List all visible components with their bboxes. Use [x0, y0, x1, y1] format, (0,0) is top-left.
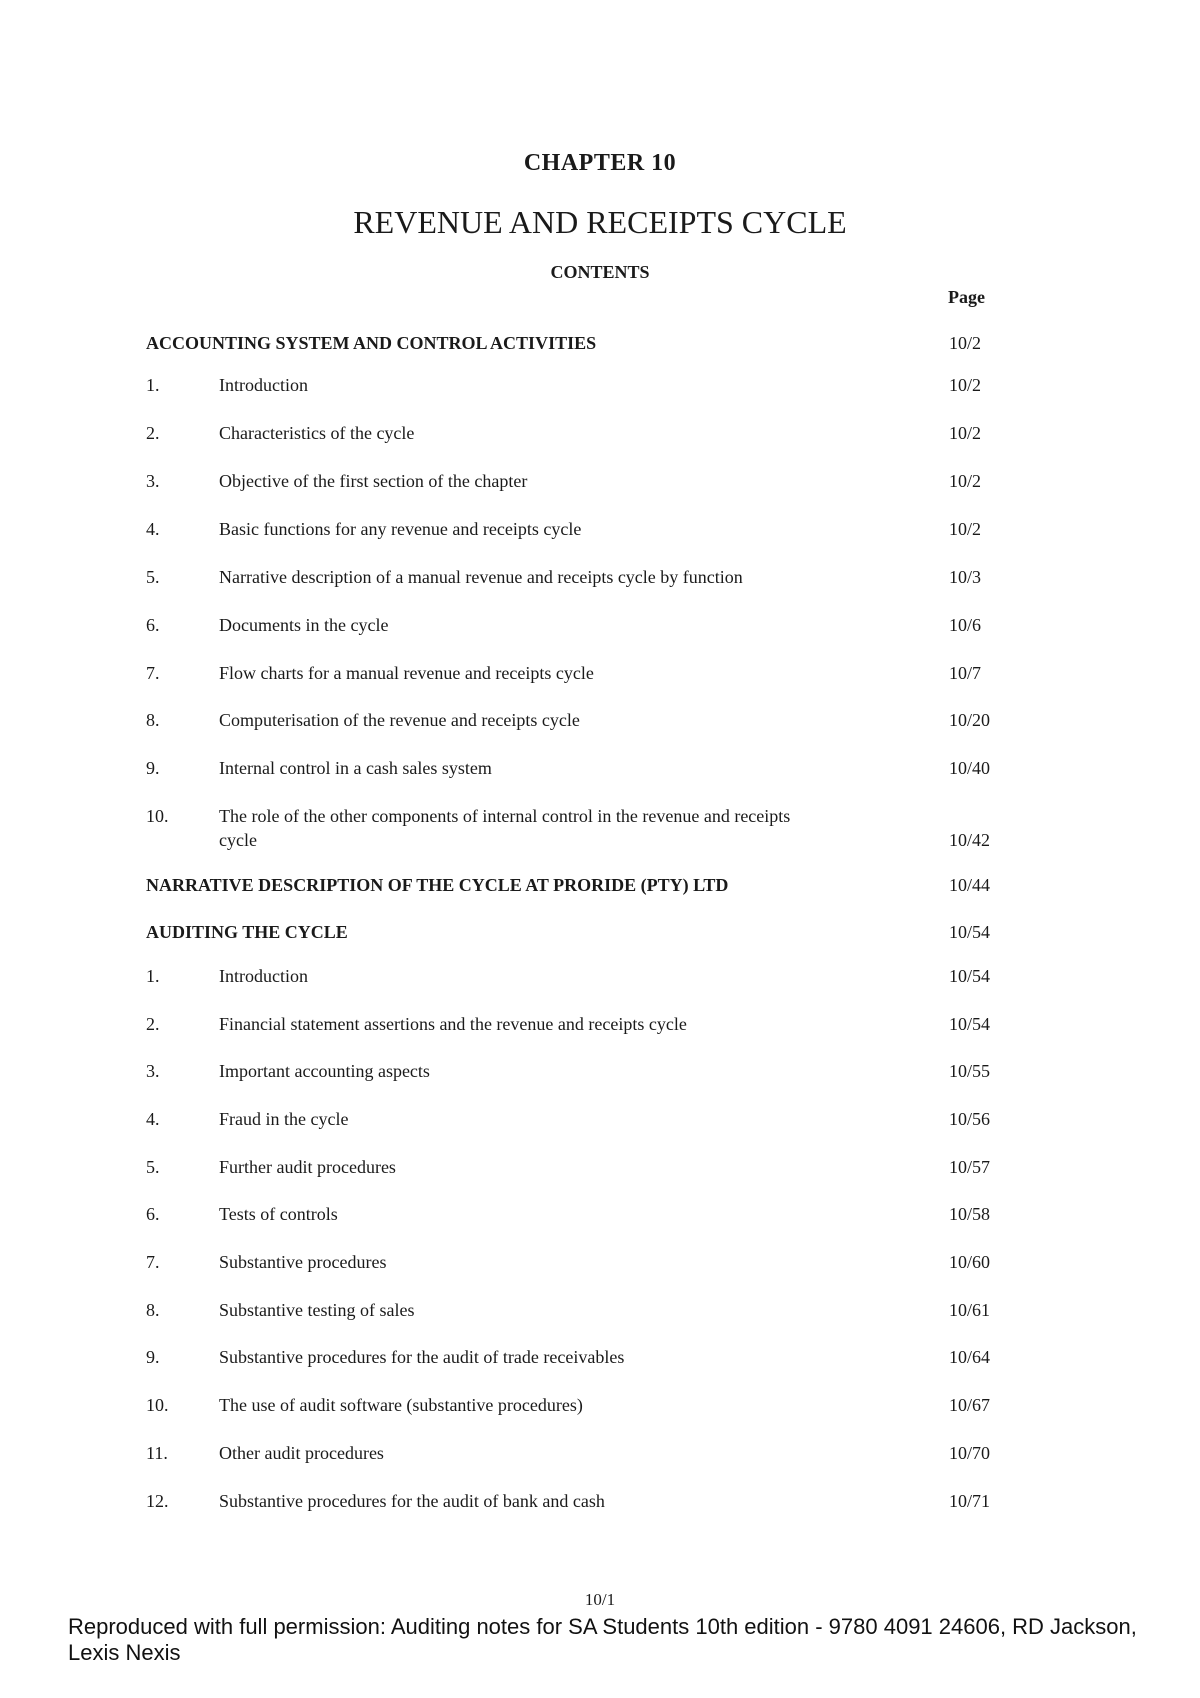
toc-item-page: 10/3	[949, 567, 982, 587]
toc-item-page: 10/42	[949, 830, 991, 850]
toc-item-page: 10/40	[949, 758, 991, 778]
section-heading-text: AUDITING THE CYCLE	[146, 922, 348, 942]
toc-item-title: Substantive procedures	[219, 1252, 387, 1272]
toc-item-page: 10/57	[949, 1157, 991, 1177]
toc-item-page: 10/70	[949, 1443, 991, 1463]
toc-item-number: 8.	[146, 1300, 160, 1320]
toc-item-title: Financial statement assertions and the revenue and receipts cycle	[219, 1014, 687, 1034]
toc-item-title: Basic functions for any revenue and receipts cycle	[219, 519, 582, 539]
toc-item-title: Introduction	[219, 375, 308, 395]
toc-item-title: Tests of controls	[219, 1204, 338, 1224]
toc-item-number: 5.	[146, 1157, 160, 1177]
toc-item-number: 3.	[146, 471, 160, 491]
toc-item-number: 7.	[146, 1252, 160, 1272]
toc-item-title: Documents in the cycle	[219, 615, 389, 635]
toc-item-page: 10/54	[949, 966, 991, 986]
page-column-header: Page	[948, 287, 985, 307]
toc-item-page: 10/60	[949, 1252, 991, 1272]
toc-item-title: The role of the other components of internal control in the revenue and receipts cycle	[219, 806, 791, 850]
toc-item-number: 11.	[146, 1443, 168, 1463]
toc-item-number: 4.	[146, 519, 160, 539]
toc-item-page: 10/2	[949, 423, 982, 443]
toc-item-title: Internal control in a cash sales system	[219, 758, 492, 778]
toc-item-number: 10.	[146, 806, 169, 826]
toc-item-title: Substantive testing of sales	[219, 1300, 415, 1320]
toc-item-number: 7.	[146, 663, 160, 683]
toc-item-page: 10/7	[949, 663, 982, 683]
toc-item-number: 9.	[146, 1347, 160, 1367]
toc-item-title: Narrative description of a manual revenue and receipts cycle by function	[219, 567, 743, 587]
page-title: REVENUE AND RECEIPTS CYCLE	[353, 204, 847, 240]
toc-item-number: 12.	[146, 1491, 169, 1511]
toc-item-title: Other audit procedures	[219, 1443, 384, 1463]
toc-item-number: 5.	[146, 567, 160, 587]
toc-item-title: Further audit procedures	[219, 1157, 396, 1177]
toc-item-page: 10/20	[949, 710, 991, 730]
toc-item-number: 8.	[146, 710, 160, 730]
toc-item-number: 6.	[146, 1204, 160, 1224]
toc-item-title: The use of audit software (substantive procedures)	[219, 1395, 583, 1415]
toc-item-title: Characteristics of the cycle	[219, 423, 415, 443]
section-page-number: 10/44	[949, 875, 991, 895]
toc-item-title: Important accounting aspects	[219, 1061, 430, 1081]
toc-item-page: 10/71	[949, 1491, 991, 1511]
toc-item-page: 10/64	[949, 1347, 991, 1367]
toc-item-page: 10/2	[949, 471, 982, 491]
section-heading-text: NARRATIVE DESCRIPTION OF THE CYCLE AT PRORIDE (PTY) LTD	[146, 875, 729, 895]
contents-label: CONTENTS	[550, 262, 650, 282]
toc-item-number: 1.	[146, 375, 160, 395]
toc-item-number: 10.	[146, 1395, 169, 1415]
toc-item-title: Substantive procedures for the audit of trade receivables	[219, 1347, 625, 1367]
toc-item-number: 6.	[146, 615, 160, 635]
toc-item-number: 2.	[146, 1014, 160, 1034]
toc-item-page: 10/2	[949, 519, 982, 539]
page-number: 10/1	[584, 1590, 616, 1609]
toc-item-number: 1.	[146, 966, 160, 986]
toc-item-page: 10/67	[949, 1395, 991, 1415]
toc-item-title: Computerisation of the revenue and receipts cycle	[219, 710, 580, 730]
toc-item-page: 10/56	[949, 1109, 991, 1129]
chapter-label: CHAPTER 10	[523, 150, 677, 176]
section-heading-text: ACCOUNTING SYSTEM AND CONTROL ACTIVITIES	[146, 333, 597, 353]
toc-item-page: 10/55	[949, 1061, 991, 1081]
toc-item-number: 2.	[146, 423, 160, 443]
toc-item-page: 10/2	[949, 375, 982, 395]
section-page-number: 10/2	[949, 333, 982, 353]
toc-item-number: 4.	[146, 1109, 160, 1129]
toc-item-title: Substantive procedures for the audit of bank and cash	[219, 1491, 605, 1511]
toc-item-page: 10/6	[949, 615, 982, 635]
toc-item-page: 10/58	[949, 1204, 991, 1224]
toc-item-title: Objective of the first section of the chapter	[219, 471, 528, 491]
section-page-number: 10/54	[949, 922, 991, 942]
toc-item-number: 3.	[146, 1061, 160, 1081]
footer-note: Reproduced with full permission: Auditing notes for SA Students 10th edition - 9780 4091 24606, RD Jackson, Lexis Nexis	[68, 1614, 1137, 1665]
toc-item-page: 10/61	[949, 1300, 991, 1320]
toc-item-title: Flow charts for a manual revenue and receipts cycle	[219, 663, 594, 683]
toc-item-title: Introduction	[219, 966, 308, 986]
toc-item-page: 10/54	[949, 1014, 991, 1034]
toc-item-number: 9.	[146, 758, 160, 778]
toc-item-title: Fraud in the cycle	[219, 1109, 349, 1129]
